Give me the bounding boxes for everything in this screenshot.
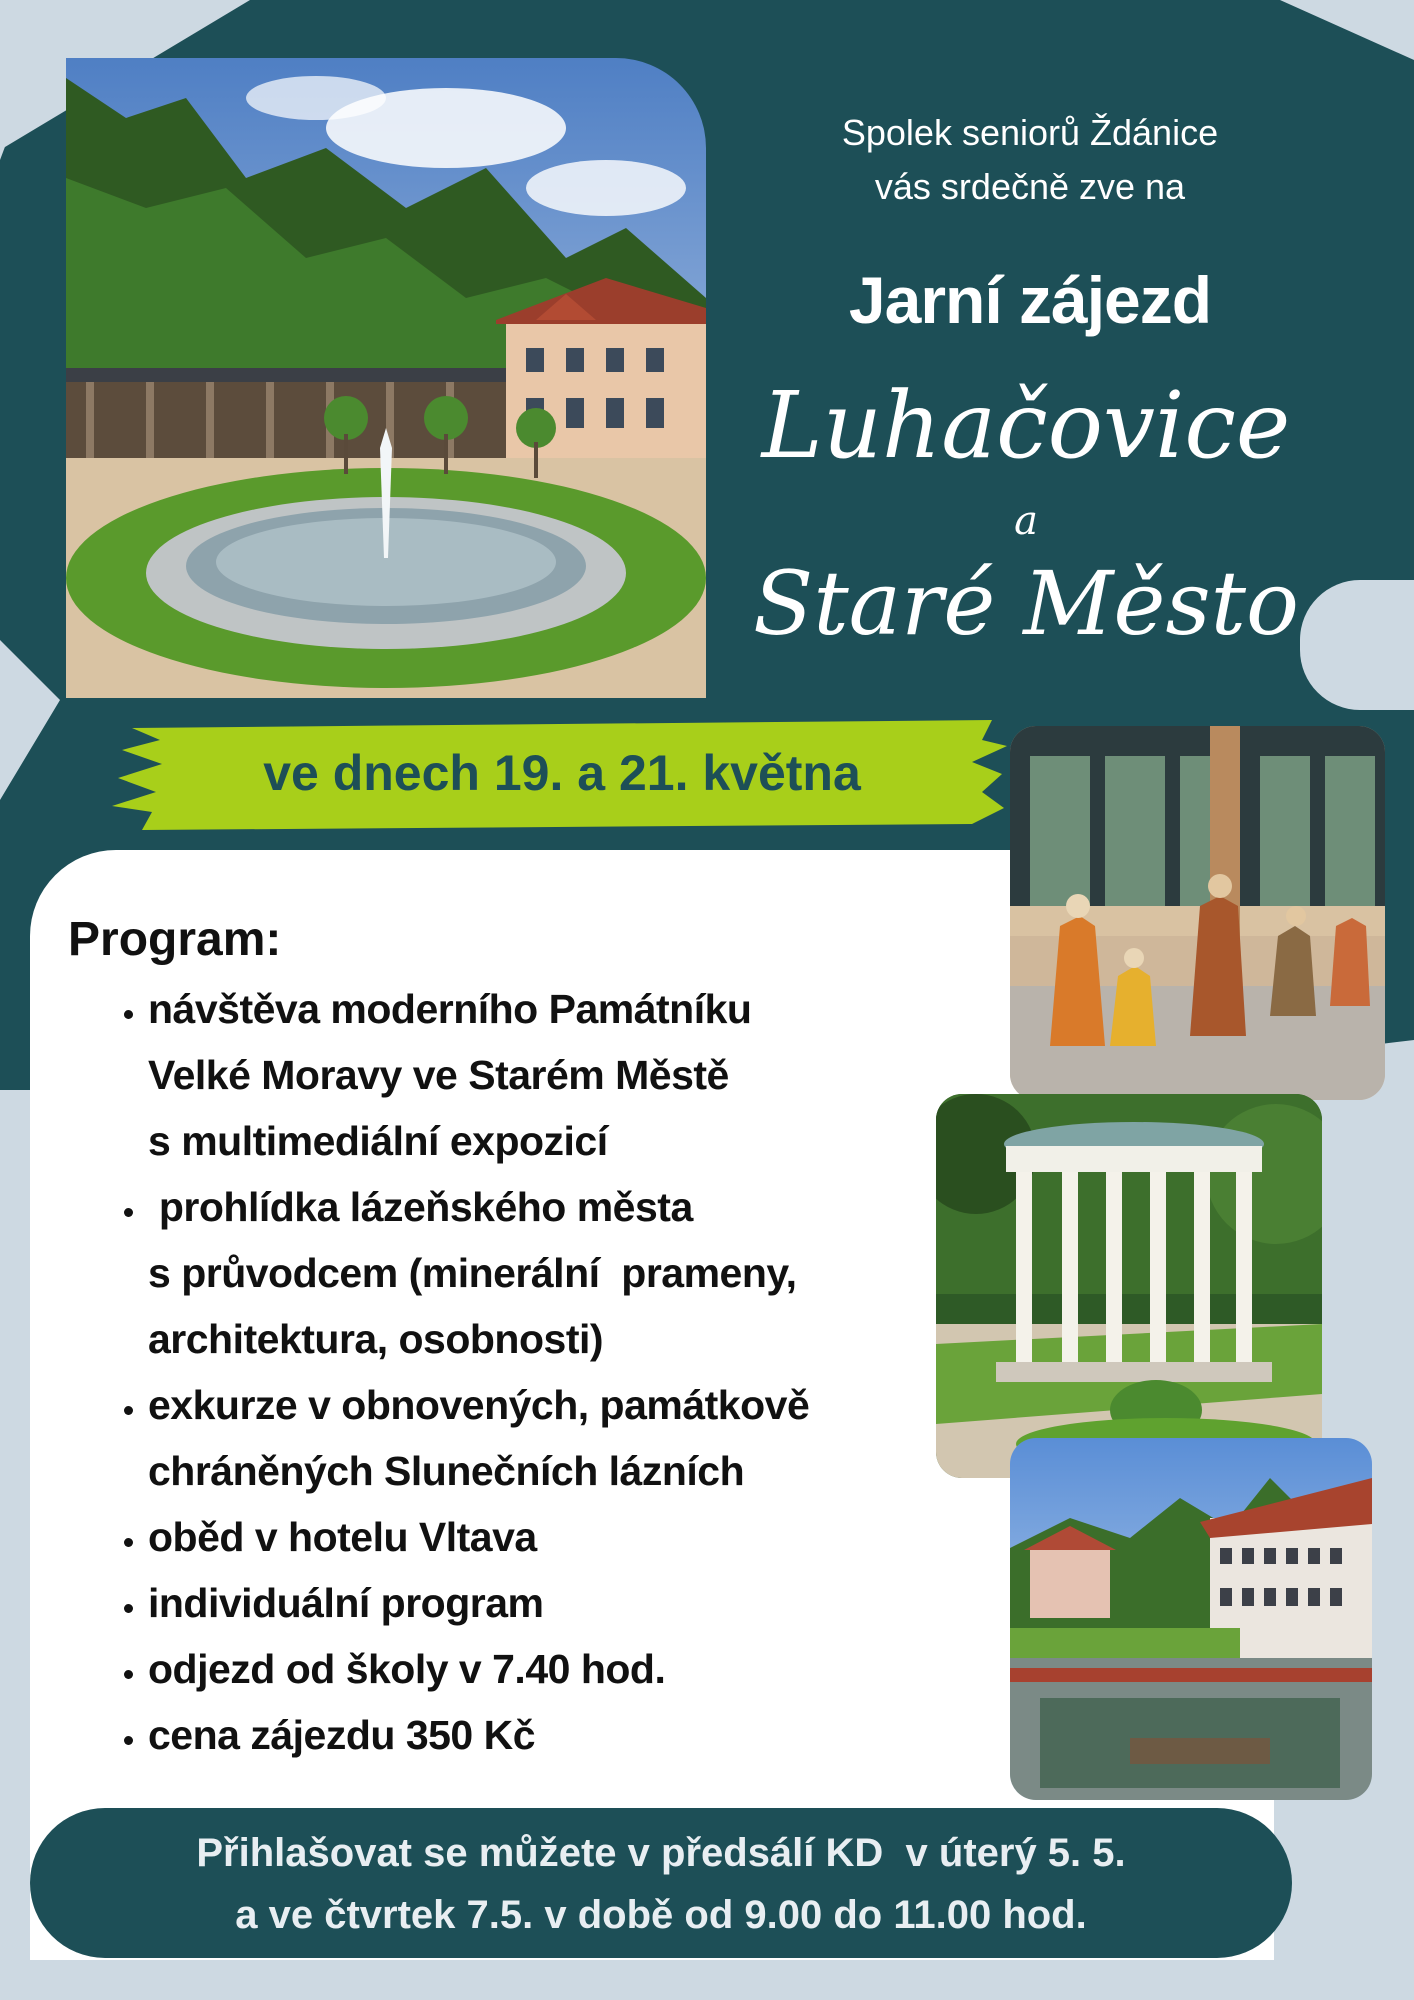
photo-luhacovice-fountain — [66, 58, 706, 698]
destination-luhacovice: Luhačovice — [761, 372, 1291, 479]
intro-text — [770, 106, 1290, 214]
item-line: architektura, osobnosti) — [148, 1316, 604, 1362]
intro-line-2: vás srdečně zve na — [874, 166, 1186, 207]
list-item — [148, 976, 1008, 1174]
signup-line-1: Přihlašovat se můžete v předsálí KD v úterý 5. 5. — [196, 1831, 1126, 1875]
photo-museum-exhibit — [1010, 726, 1385, 1100]
trip-title: Jarní zájezd — [848, 263, 1212, 337]
signup-text — [30, 1822, 1292, 1946]
list-item — [148, 1174, 1008, 1372]
list-item — [148, 1702, 1008, 1768]
photo-gazebo — [936, 1094, 1322, 1478]
item-line: • exkurze v obnovených, památkově — [148, 1382, 810, 1428]
item-line: chráněných Slunečních lázních — [148, 1448, 745, 1494]
photo-sun-spa — [1010, 1438, 1372, 1800]
program-list — [96, 976, 1008, 1768]
item-line: • individuální program — [148, 1580, 544, 1626]
item-line: • návštěva moderního Památníku — [148, 986, 752, 1032]
item-line: • prohlídka lázeňského města — [148, 1184, 693, 1230]
item-line: Velké Moravy ve Starém Městě — [148, 1052, 729, 1098]
list-item — [148, 1504, 1008, 1570]
item-line: s průvodcem (minerální prameny, — [148, 1250, 797, 1296]
list-item — [148, 1570, 1008, 1636]
destination-stare-mesto: Staré Město — [753, 552, 1299, 655]
intro-line-1: Spolek seniorů Ždánice — [841, 112, 1219, 153]
destination-connector: a — [1014, 498, 1038, 544]
item-line: • oběd v hotelu Vltava — [148, 1514, 537, 1560]
program-heading: Program: — [68, 913, 282, 966]
list-item — [148, 1636, 1008, 1702]
item-line: • cena zájezdu 350 Kč — [148, 1712, 536, 1758]
item-line: • odjezd od školy v 7.40 hod. — [148, 1646, 666, 1692]
date-text: ve dnech 19. a 21. května — [263, 745, 861, 801]
list-item — [148, 1372, 1008, 1504]
date-banner — [112, 712, 1012, 834]
signup-line-2: a ve čtvrtek 7.5. v době od 9.00 do 11.00 hod. — [235, 1893, 1087, 1937]
item-line: s multimediální expozicí — [148, 1118, 608, 1164]
